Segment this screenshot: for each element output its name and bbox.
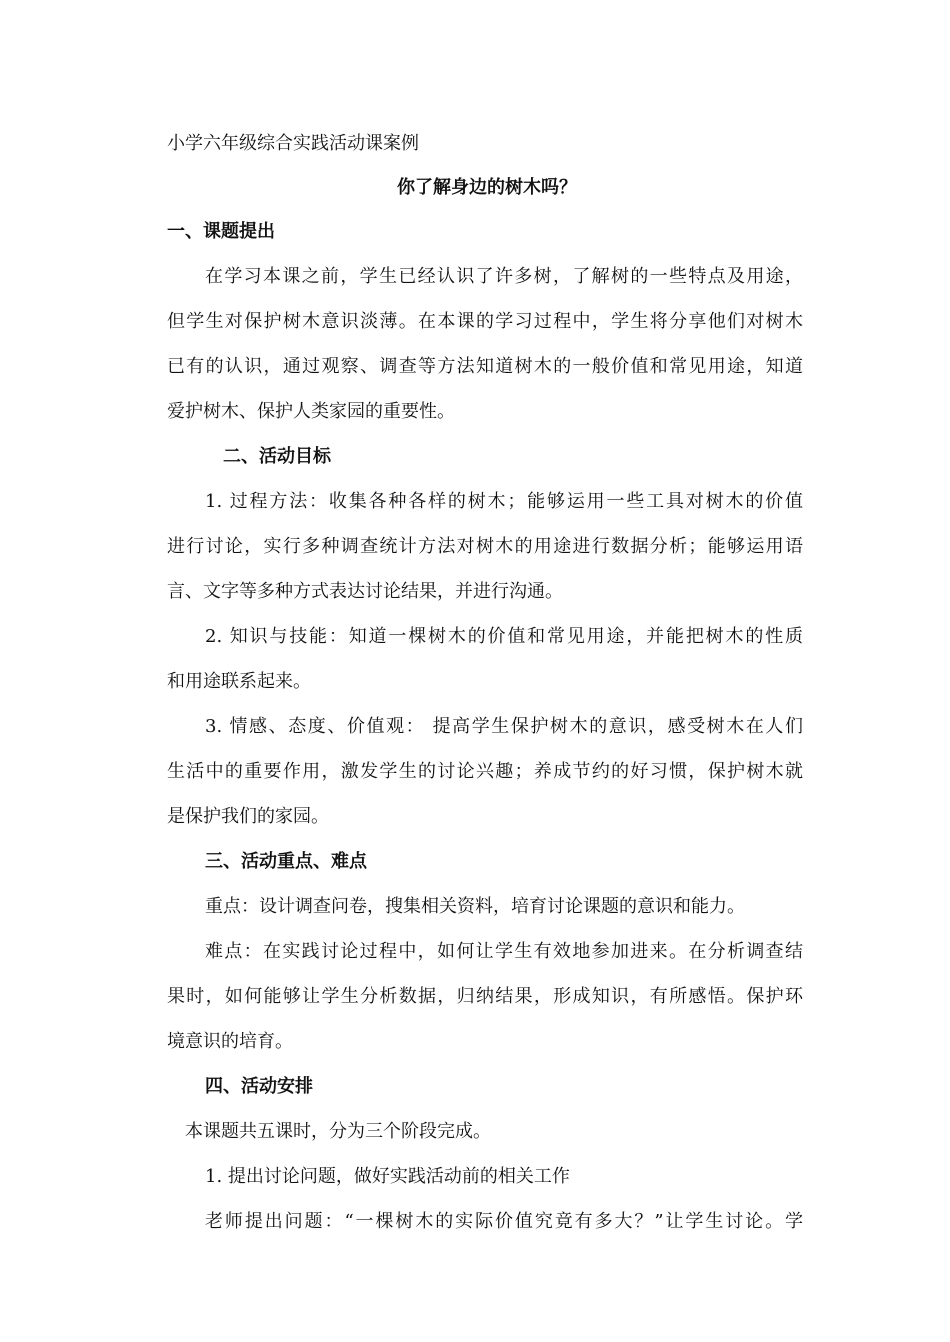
paragraph-line: 在学习本课之前，学生已经认识了许多树，了解树的一些特点及用途， [205,266,803,287]
section-heading-goals: 二、活动目标 [223,446,331,467]
paragraph-line: 1. 过程方法：收集各种各样的树木；能够运用一些工具对树木的价值 [205,491,803,512]
goal-item-process [167,479,803,614]
paragraph-line: 3. 情感、态度、价值观： 提高学生保护树木的意识，感受树木在人们 [205,716,803,737]
difficulty-item [167,929,803,1064]
paragraph-line: 但学生对保护树木意识淡薄。在本课的学习过程中，学生将分享他们对树木 [167,311,803,332]
paragraph-line: 已有的认识，通过观察、调查等方法知道树木的一般价值和常见用途，知道 [167,356,803,377]
paragraph-line: 老师提出问题：“一棵树木的实际价值究竟有多大？”让学生讨论。学 [205,1211,803,1232]
paragraph-line: 1. 提出讨论问题，做好实践活动前的相关工作 [205,1166,570,1187]
paragraph-line: 是保护我们的家园。 [167,806,329,827]
paragraph-line: 难点：在实践讨论过程中，如何让学生有效地参加进来。在分析调查结 [205,941,803,962]
key-point-item [167,884,803,929]
section-heading-key-points: 三、活动重点、难点 [205,851,367,872]
proposal-paragraph [167,254,803,434]
section-heading-arrangement: 四、活动安排 [205,1076,313,1097]
section-heading-proposal: 一、课题提出 [167,221,275,242]
paragraph-line: 2. 知识与技能：知道一棵树木的价值和常见用途，并能把树木的性质 [205,626,803,647]
paragraph-line: 本课题共五课时，分为三个阶段完成。 [185,1121,491,1142]
paragraph-line: 果时，如何能够让学生分析数据，归纳结果，形成知识，有所感悟。保护环 [167,986,803,1007]
paragraph-line: 和用途联系起来。 [167,671,311,692]
paragraph-line: 爱护树木、保护人类家园的重要性。 [167,401,455,422]
paragraph-line: 境意识的培育。 [167,1031,293,1052]
arrangement-paragraph [167,1109,803,1244]
goal-item-attitude [167,704,803,839]
paragraph-line: 言、文字等多种方式表达讨论结果，并进行沟通。 [167,581,563,602]
paragraph-line: 生活中的重要作用，激发学生的讨论兴趣；养成节约的好习惯，保护树木就 [167,761,803,782]
paragraph-line: 进行讨论，实行多种调查统计方法对树木的用途进行数据分析；能够运用语 [167,536,803,557]
document-header: 小学六年级综合实践活动课案例 [167,133,419,154]
goal-item-knowledge [167,614,803,704]
document-content [167,121,807,1244]
document-title: 你了解身边的树木吗？ [397,177,577,198]
paragraph-line: 重点：设计调查问卷，搜集相关资料，培育讨论课题的意识和能力。 [205,896,745,917]
